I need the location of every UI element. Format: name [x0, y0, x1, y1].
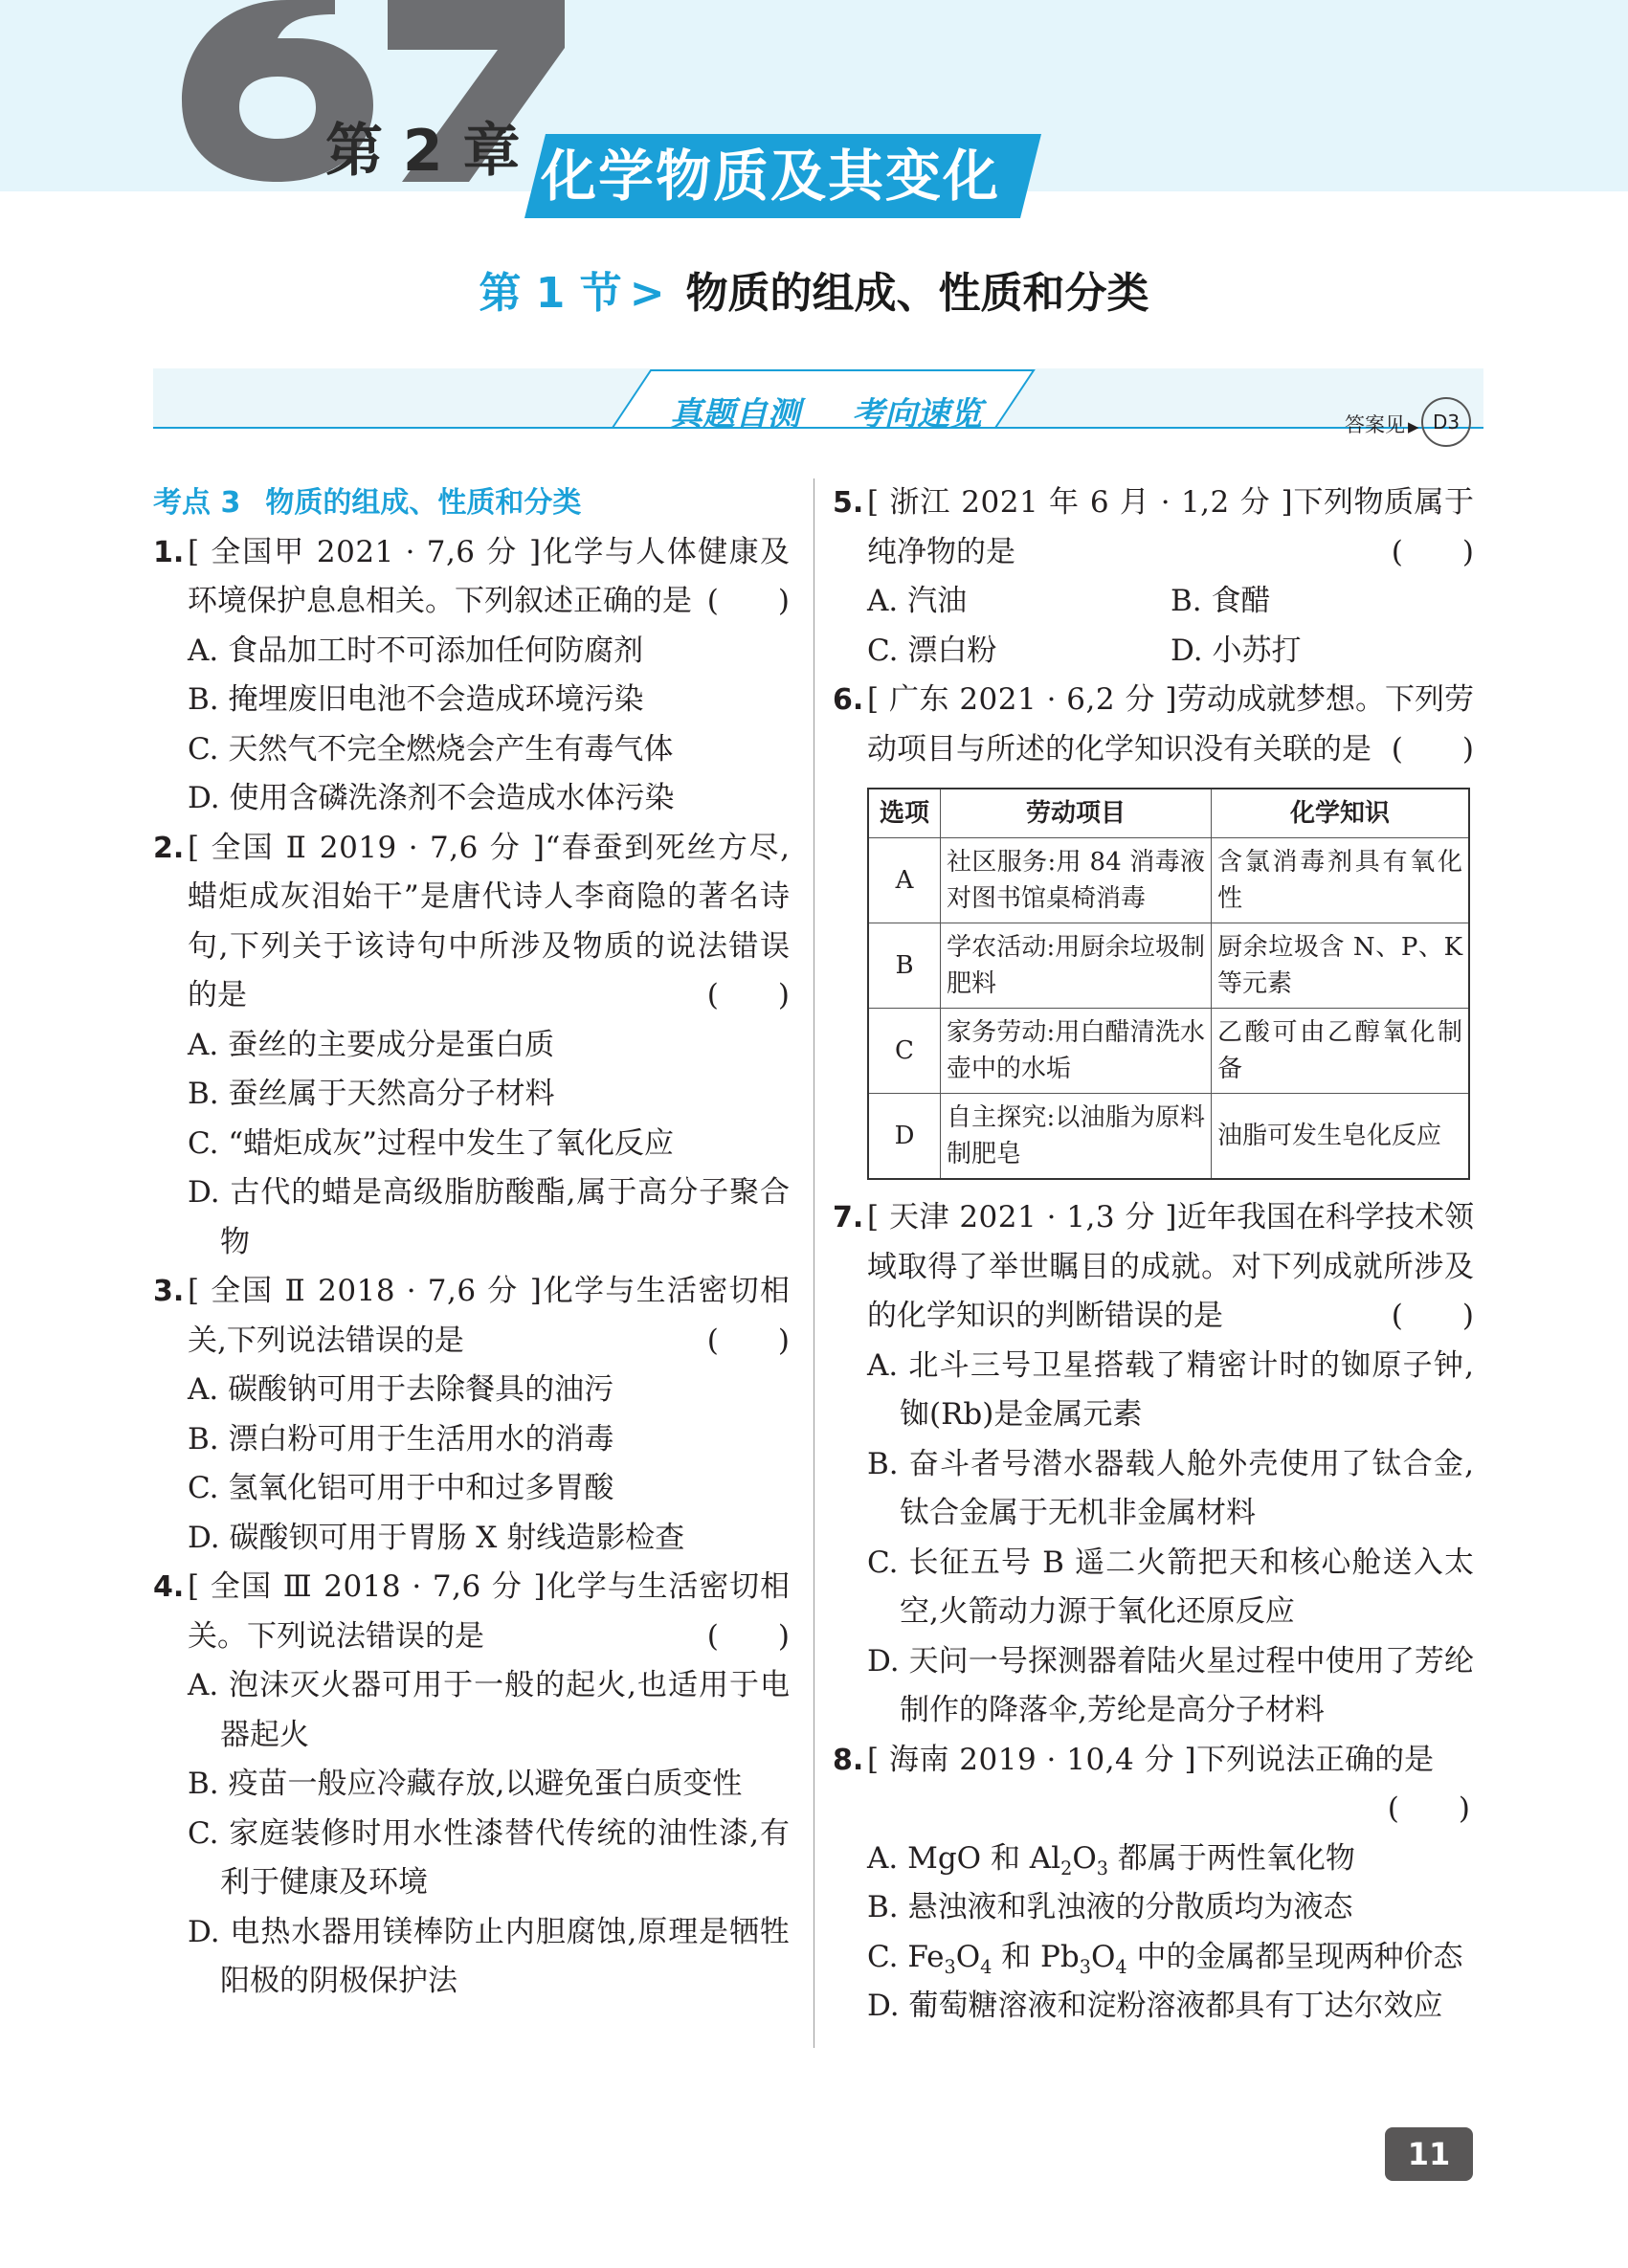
- question-number: 7.: [833, 1201, 864, 1234]
- question-stem: 化学与生活密切相关,下列说法错误的是: [188, 1274, 790, 1358]
- option-a: A. 蚕丝的主要成分是蛋白质: [188, 1027, 555, 1062]
- subscript: 4: [980, 1955, 992, 1978]
- question-number: 2.: [153, 831, 185, 865]
- table-cell-project: 自主探究:以油脂为原料制肥皂: [941, 1094, 1212, 1180]
- option-d: D. 葡萄糖溶液和淀粉溶液都具有丁达尔效应: [867, 1989, 1443, 2023]
- option-c-text: 和 Pb: [992, 1939, 1080, 1974]
- question-stem: 下列说法正确的是: [1196, 1742, 1435, 1777]
- option-a: [833, 1834, 1474, 1884]
- option-d: D. 天问一号探测器着陆火星过程中使用了芳纶制作的降落伞,芳纶是高分子材料: [867, 1643, 1474, 1727]
- option-a: A. 泡沫灭火器可用于一般的起火,也适用于电器起火: [188, 1668, 790, 1752]
- option-a-text: 都属于两性氧化物: [1107, 1840, 1355, 1876]
- question-8: [833, 1736, 1474, 1786]
- option-b: B. 奋斗者号潜水器载人舱外壳使用了钛合金,钛合金属于无机非金属材料: [867, 1446, 1474, 1530]
- answer-paren[interactable]: ( ): [706, 978, 790, 1012]
- option-d: D. 电热水器用镁棒防止内胆腐蚀,原理是牺牲阳极的阴极保护法: [188, 1914, 790, 1998]
- option-b: B. 蚕丝属于天然高分子材料: [188, 1077, 555, 1111]
- table-cell-option: B: [868, 923, 941, 1009]
- subscript: 2: [1060, 1857, 1073, 1879]
- answer-reference: [1345, 410, 1422, 438]
- question-source: [ 广东 2021 · 6,2 分 ]: [867, 682, 1177, 717]
- section-heading: [0, 258, 1628, 320]
- option-d: D. 小苏打: [1171, 633, 1302, 668]
- option-c: C. 长征五号 B 遥二火箭把天和核心舱送入太空,火箭动力源于氧化还原反应: [867, 1545, 1474, 1629]
- question-number: 4.: [153, 1570, 185, 1604]
- table-cell-project: 学农活动:用厨余垃圾制肥料: [941, 923, 1212, 1009]
- question-source: [ 浙江 2021 年 6 月 · 1,2 分 ]: [867, 485, 1294, 520]
- table-header: 选项: [868, 789, 941, 838]
- question-1: [153, 528, 790, 627]
- option-c: C. 漂白粉: [867, 633, 997, 668]
- table-row: [868, 923, 1469, 1009]
- question-7: [833, 1193, 1474, 1342]
- option-b: B. 掩埋废旧电池不会造成环境污染: [188, 682, 644, 717]
- option-c-text: 中的金属都呈现两种价态: [1126, 1939, 1463, 1974]
- right-column: [833, 478, 1474, 2032]
- option-c-text: C. Fe: [867, 1939, 945, 1974]
- option-c-text: O: [955, 1939, 981, 1974]
- table-cell-knowledge: 含氯消毒剂具有氧化性: [1212, 838, 1470, 923]
- option-c: C. “蜡炬成灰”过程中发生了氧化反应: [188, 1125, 675, 1161]
- banner-text-zhenti: 真题自测: [670, 395, 800, 434]
- table-cell-knowledge: 厨余垃圾含 N、P、K 等元素: [1212, 923, 1470, 1009]
- subscript: 4: [1115, 1955, 1127, 1978]
- answer-paren[interactable]: ( ): [706, 1618, 790, 1654]
- section-arrow-icon: >: [629, 269, 665, 318]
- options-row-cd: [833, 627, 1474, 677]
- table-cell-project: 家务劳动:用白醋清洗水壶中的水垢: [941, 1009, 1212, 1094]
- question-number: 3.: [153, 1275, 185, 1308]
- answer-label: 答案见: [1345, 413, 1405, 436]
- answer-paren[interactable]: ( ): [1391, 534, 1474, 569]
- option-c: C. 家庭装修时用水性漆替代传统的油性漆,有利于健康及环境: [188, 1815, 790, 1900]
- question-2: [153, 824, 790, 1021]
- banner-text-kaoxiang: 考向速览: [852, 395, 982, 434]
- option-a: A. 汽油: [867, 584, 968, 618]
- option-a: A. 碳酸钠可用于去除餐具的油污: [188, 1372, 614, 1407]
- table-cell-option: A: [868, 838, 941, 923]
- table-cell-knowledge: 油脂可发生皂化反应: [1212, 1094, 1470, 1180]
- option-d: D. 古代的蜡是高级脂肪酸酯,属于高分子聚合物: [188, 1175, 790, 1259]
- option-b: B. 疫苗一般应冷藏存放,以避免蛋白质变性: [188, 1767, 743, 1801]
- table-cell-option: D: [868, 1094, 941, 1180]
- play-arrow-icon: ▶: [1408, 418, 1419, 435]
- section-label: 第 1 节: [479, 269, 622, 318]
- question-stem: 下列物质属于纯净物的是: [867, 485, 1474, 569]
- question-source: [ 全国 Ⅲ 2018 · 7,6 分 ]: [188, 1569, 546, 1604]
- table-cell-option: C: [868, 1009, 941, 1094]
- question-number: 8.: [833, 1743, 864, 1777]
- question-source: [ 海南 2019 · 10,4 分 ]: [867, 1742, 1197, 1777]
- table-row: [868, 838, 1469, 923]
- answer-page-code: D3: [1421, 397, 1471, 447]
- question-number: 1.: [153, 535, 185, 569]
- left-column: [153, 478, 790, 2007]
- kaodian-title: 物质的组成、性质和分类: [265, 486, 582, 520]
- option-c: C. 氢氧化铝可用于中和过多胃酸: [188, 1471, 614, 1505]
- option-d: D. 碳酸钡可用于胃肠 X 射线造影检查: [188, 1520, 685, 1555]
- option-a: A. 北斗三号卫星搭载了精密计时的铷原子钟,铷(Rb)是金属元素: [867, 1347, 1474, 1432]
- table-row: [868, 1009, 1469, 1094]
- option-d: D. 使用含磷洗涤剂不会造成水体污染: [188, 781, 675, 815]
- question-source: [ 全国 Ⅱ 2019 · 7,6 分 ]: [188, 830, 546, 865]
- option-c: C. 天然气不完全燃烧会产生有毒气体: [188, 731, 674, 767]
- answer-paren-row: [833, 1785, 1474, 1834]
- option-b: B. 食醋: [1171, 584, 1271, 618]
- section-title: 物质的组成、性质和分类: [685, 269, 1149, 318]
- question-number: 6.: [833, 683, 864, 717]
- answer-paren[interactable]: ( ): [706, 1323, 790, 1358]
- option-a: A. 食品加工时不可添加任何防腐剂: [188, 633, 644, 668]
- question-stem: 化学与生活密切相关。下列说法错误的是: [188, 1569, 791, 1654]
- question-stem: 劳动成就梦想。下列劳动项目与所述的化学知识没有关联的是: [867, 682, 1475, 767]
- table-row: [868, 1094, 1469, 1180]
- option-b: B. 漂白粉可用于生活用水的消毒: [188, 1421, 614, 1456]
- option-a-text: O: [1072, 1840, 1097, 1876]
- subscript: 3: [1079, 1955, 1091, 1978]
- exam-banner-bar: [153, 368, 1483, 440]
- option-c-text: O: [1090, 1939, 1116, 1974]
- labor-knowledge-table: [867, 788, 1470, 1180]
- table-cell-project: 社区服务:用 84 消毒液对图书馆桌椅消毒: [941, 838, 1212, 923]
- kaodian-heading: [153, 478, 790, 528]
- question-5: [833, 478, 1474, 577]
- question-stem: 化学与人体健康及环境保护息息相关。下列叙述正确的是: [188, 534, 791, 618]
- question-3: [153, 1267, 790, 1366]
- option-a-text: A. MgO 和 Al: [867, 1840, 1061, 1876]
- subscript: 3: [1096, 1857, 1108, 1879]
- question-number: 5.: [833, 486, 864, 520]
- options-row-ab: [833, 577, 1474, 627]
- chapter-title: 化学物质及其变化: [541, 144, 1001, 209]
- chapter-number: 第 2 章: [325, 118, 521, 185]
- table-header: 劳动项目: [941, 789, 1212, 838]
- question-6: [833, 676, 1474, 774]
- table-header: 化学知识: [1212, 789, 1470, 838]
- table-header-row: [868, 789, 1469, 838]
- table-cell-knowledge: 乙酸可由乙醇氧化制备: [1212, 1009, 1470, 1094]
- question-source: [ 全国 Ⅱ 2018 · 7,6 分 ]: [188, 1274, 543, 1308]
- question-stem: “春蚕到死丝方尽,蜡炬成灰泪始干”是唐代诗人李商隐的著名诗句,下列关于该诗句中所涉及物质的说法错误的是: [188, 830, 790, 1012]
- question-source: [ 全国甲 2021 · 7,6 分 ]: [188, 534, 542, 569]
- option-b: B. 悬浊液和乳浊液的分散质均为液态: [867, 1890, 1353, 1924]
- kaodian-label: 考点 3: [153, 486, 241, 520]
- question-source: [ 天津 2021 · 1,3 分 ]: [867, 1200, 1177, 1234]
- page-number: 11: [1385, 2127, 1473, 2181]
- answer-paren[interactable]: ( ): [1391, 1299, 1474, 1333]
- question-stem: 近年我国在科学技术领域取得了举世瞩目的成就。对下列成就所涉及的化学知识的判断错误的是: [867, 1200, 1475, 1333]
- answer-paren[interactable]: ( ): [1391, 731, 1474, 767]
- answer-paren[interactable]: ( ): [1387, 1791, 1470, 1826]
- option-c: [833, 1933, 1474, 1983]
- answer-paren[interactable]: ( ): [706, 584, 790, 618]
- subscript: 3: [944, 1955, 956, 1978]
- question-4: [153, 1563, 790, 1661]
